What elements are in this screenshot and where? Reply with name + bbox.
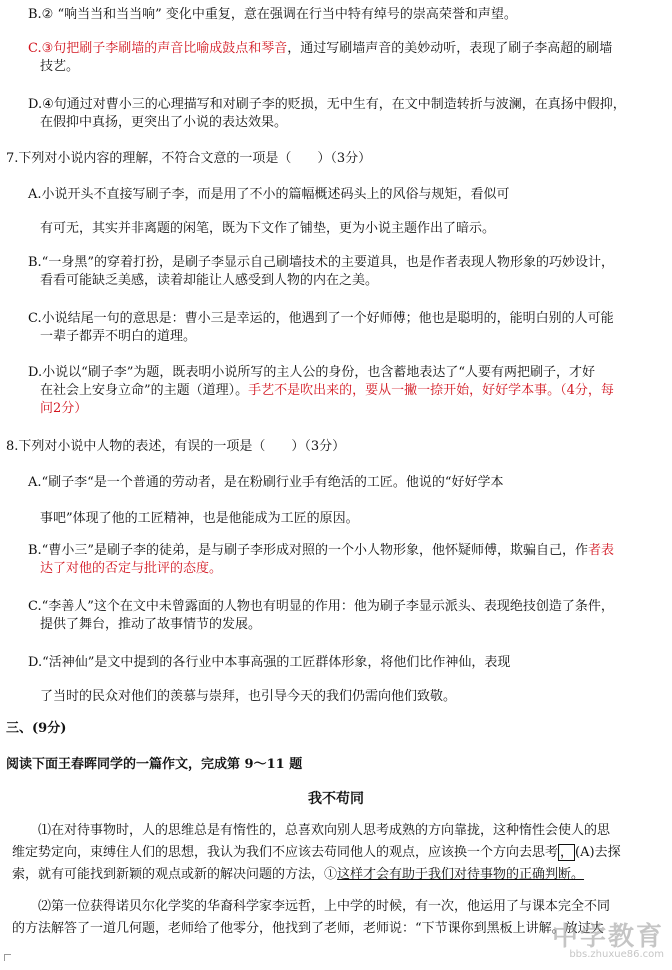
red-answer: 达了对他的否定与批评的态度。 — [40, 561, 223, 576]
option-8c: C.“李善人”这个在文中未曾露面的人物也有明显的作用：他为刷子李显示派头、表现绝技创造了条件， 提供了舞台，推动了故事情节的发展。 — [28, 599, 614, 632]
option-8b: B.“曹小三”是刷子李的徒弟，是与刷子李形成对照的一个小人物形象，他怀疑师傅，欺骗自己，作者表 达了对他的否定与批评的态度。 — [28, 543, 614, 576]
underlined-sentence: 这样才会有助于我们对待事物的正确判断。 — [337, 867, 585, 882]
reading-instruction: 阅读下面王春晖同学的一篇作文，完成第 9～11 题 — [6, 757, 303, 772]
question-7: 7.下列对小说内容的理解，不符合文意的一项是（ ）（3分） — [6, 151, 372, 166]
watermark-logo: 中学教育 — [551, 922, 664, 952]
option-8d: D.“活神仙”是文中提到的各行业中本事高强的工匠群体形象，将他们比作神仙，表现 — [28, 655, 511, 670]
option-8a-cont: 事吧”体现了他的工匠精神，也是他能成为工匠的原因。 — [40, 511, 359, 526]
red-answer: 者表 — [587, 543, 614, 558]
option-6b: B.② “响当当和当当响” 变化中重复，意在强调在行当中特有绰号的崇高荣誉和声望。 — [28, 7, 517, 22]
red-answer: 问2分） — [40, 401, 88, 416]
option-7a-cont: 有可无，其实并非离题的闲笔，既为下文作了铺垫，更为小说主题作出了暗示。 — [40, 221, 496, 236]
option-8a: A.“刷子李“是一个普通的劳动者，是在粉刷行业手有绝活的工匠。他说的“好好学本 — [28, 475, 504, 490]
question-8: 8.下列对小说中人物的表述，有误的一项是（ ）（3分） — [6, 439, 346, 454]
option-7a: A.小说开头不直接写刷子李，而是用了不小的篇幅概述码头上的风俗与规矩，看似可 — [28, 187, 510, 202]
option-8d-cont: 了当时的民众对他们的羡慕与崇拜，也引导今天的我们仍需向他们致敬。 — [40, 689, 457, 704]
red-answer: 手艺不是吹出来的，要从一撇一捺开始，好好学本事。（4分，每 — [248, 383, 614, 398]
boxed-comma: ， — [560, 845, 574, 860]
page-corner-mark — [4, 954, 11, 961]
watermark — [551, 922, 664, 964]
essay-title: 我不苟同 — [308, 791, 364, 807]
option-7b: B.“一身黑”的穿着打扮，是刷子李显示自己刷墙技术的主要道具，也是作者表现人物形象的巧妙设计， 看看可能缺乏美感，读着却能让人感受到人物的内在之美。 — [28, 255, 614, 288]
essay-paragraph-1: ⑴在对待事物时，人的思维总是有惰性的，总喜欢向别人思考成熟的方向靠拢，这种惰性会使人的思 维定势定向，束缚住人们的思想，我认为我们不应该去苟同他人的观点，应该换一个方向去思考 ， (A)去探 索，就有可能找到新颖的观点或新的解决问题的方法，①这样才会有助于我们对待事物的正确判断。 — [12, 823, 621, 882]
essay-paragraph-2: ⑵第一位获得诺贝尔化学奖的华裔科学家李远哲，上中学的时候，有一次，他运用了与课本完全不同 的方法解答了一道几何题，老师给了他零分，他找到了老师，老师说：“下节课你到黑板上讲解。放过大 — [12, 899, 611, 936]
red-answer: C.③句把刷子李刷墙的声音比喻成鼓点和琴音 — [28, 41, 288, 56]
option-6d: D.④句通过对曹小三的心理描写和对刷子李的贬损，无中生有，在文中制造转折与波澜，在真扬中假抑， 在假抑中真扬，更突出了小说的表达效果。 — [28, 97, 626, 130]
watermark-url: bbs.zhuxue86.com — [569, 949, 664, 960]
option-6c: C.③句把刷子李刷墙的声音比喻成鼓点和琴音，通过写刷墙声音的美妙动听，表现了刷子李高超的刷墙 技艺。 — [28, 41, 613, 74]
option-7d: D.小说以“刷子李”为题，既表明小说所写的主人公的身份，也含蓄地表达了“人要有两把刷子，才好 在社会上安身立命”的主题（道理）。手艺不是吹出来的，要从一撇一捺开始，好好学本事。（4分，每 问2分） — [28, 365, 614, 416]
option-7c: C.小说结尾一句的意思是：曹小三是幸运的，他遇到了一个好师傅；他也是聪明的，能明白别的人可能 一辈子都弄不明白的道理。 — [28, 311, 614, 344]
section-three-heading: 三、(9分) — [6, 721, 67, 736]
